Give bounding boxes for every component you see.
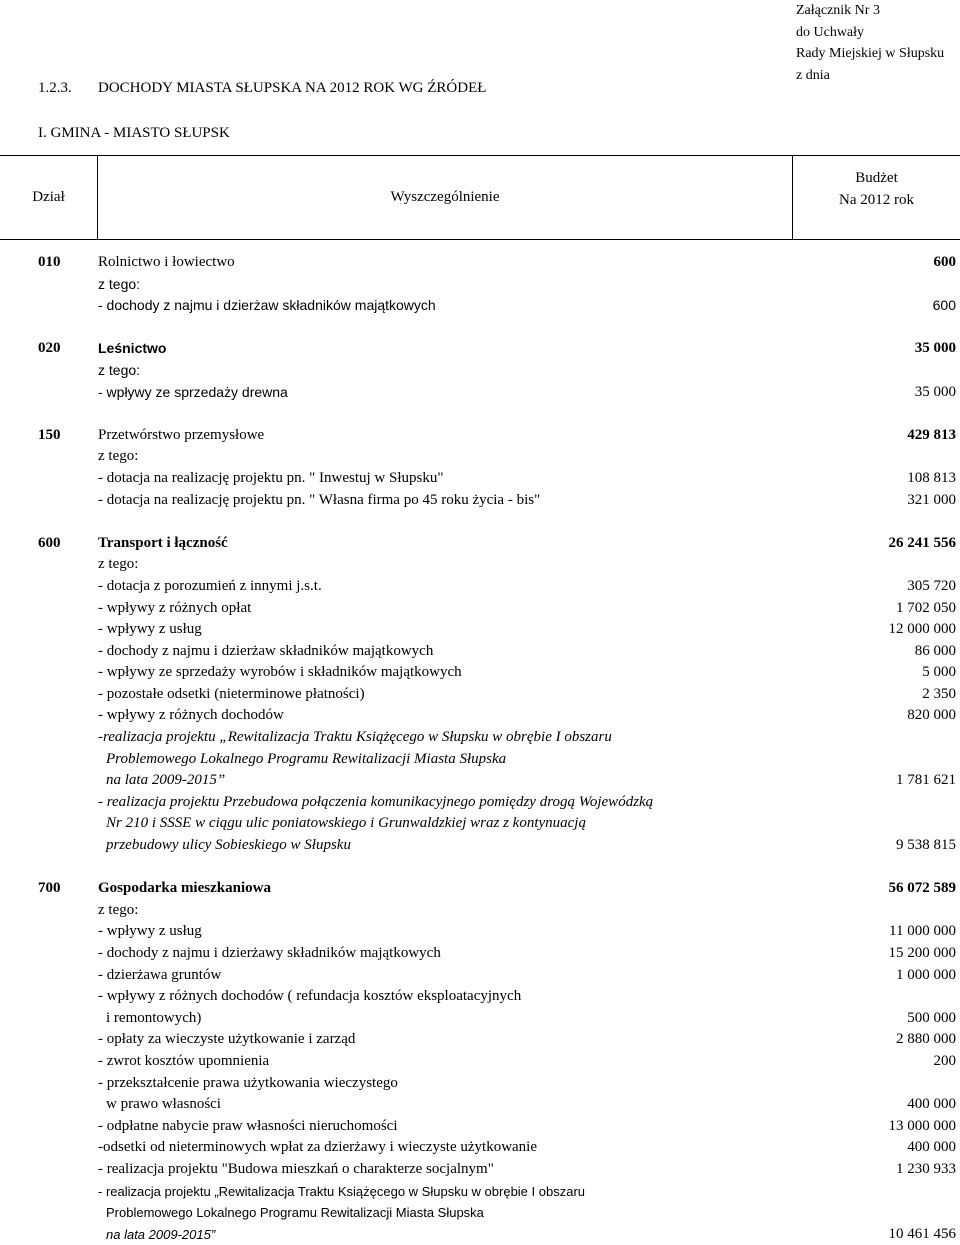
line-text: - wpływy z różnych dochodów	[98, 707, 284, 724]
line-amount: 13 000 000	[888, 1117, 956, 1134]
group-name: Przetwórstwo przemysłowe	[98, 426, 265, 443]
line-text: - wpływy z usług	[98, 621, 202, 638]
line-amount: 400 000	[907, 1096, 956, 1113]
line-text: - wpływy z różnych opłat	[98, 599, 252, 616]
line-amount: 1 702 050	[896, 599, 956, 616]
table-row	[0, 1137, 960, 1159]
line-text: na lata 2009-2015”	[106, 1226, 216, 1242]
group-name: Leśnictwo	[98, 340, 167, 357]
group-total: 600	[933, 254, 956, 270]
line-amount: 400 000	[907, 1139, 956, 1156]
line-amount: 2 350	[922, 685, 956, 702]
line-text: - dotacja z porozumień z innymi j.s.t.	[98, 577, 322, 594]
table-row	[0, 1094, 960, 1116]
line-text: - realizacja projektu „Rewitalizacja Traktu Książęcego w Słupsku w obrębie I obszaru	[98, 1183, 585, 1199]
line-amount: 2 880 000	[896, 1031, 956, 1048]
line-amount: 15 200 000	[888, 945, 956, 961]
line-text: z tego:	[98, 556, 139, 573]
group-total: 56 072 589	[888, 880, 956, 897]
table-row	[0, 641, 960, 663]
group-row	[0, 878, 960, 900]
group-name: Transport i łączność	[98, 534, 228, 551]
attachment-line: z dnia	[796, 67, 830, 83]
line-amount: 11 000 000	[889, 923, 956, 940]
line-text: - wpływy z usług	[98, 923, 202, 940]
table-row	[0, 382, 960, 404]
group-code: 020	[38, 340, 61, 357]
line-text: w prawo własności	[106, 1096, 221, 1113]
group-code: 700	[38, 880, 61, 897]
column-wyszczegolnienie: Wyszczególnienie	[390, 189, 500, 205]
column-budzet	[793, 167, 960, 211]
line-amount: 820 000	[907, 707, 956, 724]
table-row	[0, 468, 960, 490]
line-text: z tego:	[98, 361, 141, 378]
line-amount: 305 720	[907, 577, 956, 594]
line-amount: 12 000 000	[888, 621, 956, 638]
line-text: - odpłatne nabycie praw własności nieruchomości	[98, 1117, 398, 1134]
table-row	[0, 1181, 960, 1203]
line-text: przebudowy ulicy Sobieskiego w Słupsku	[106, 837, 351, 854]
table-row	[0, 662, 960, 684]
group-code: 600	[38, 534, 61, 551]
column-budzet-line1: Budżet	[855, 170, 898, 186]
line-text: - dotacja na realizację projektu pn. " Inwestuj w Słupsku"	[98, 469, 444, 486]
group-name: Rolnictwo i łowiectwo	[98, 254, 235, 270]
group-total: 26 241 556	[888, 534, 956, 551]
table-row	[0, 965, 960, 987]
column-header	[0, 155, 960, 240]
line-text: -realizacja projektu „Rewitalizacja Traktu Książęcego w Słupsku w obrębie I obszaru	[98, 729, 612, 746]
attachment-line: Rady Miejskiej w Słupsku	[796, 46, 945, 61]
table-row	[0, 1202, 960, 1224]
attachment-line: do Uchwały	[796, 24, 865, 40]
line-text: - dochody z najmu i dzierżaw składników majątkowych	[98, 642, 434, 659]
line-amount: 321 000	[907, 491, 956, 508]
line-amount: 108 813	[907, 469, 956, 486]
table-row	[0, 705, 960, 727]
line-text: z tego:	[98, 275, 141, 292]
table-row	[0, 835, 960, 857]
table-row	[0, 446, 960, 468]
table-row	[0, 1008, 960, 1030]
table-row	[0, 900, 960, 922]
column-budzet-line2: Na 2012 rok	[839, 192, 914, 208]
line-amount: 500 000	[907, 1009, 956, 1026]
line-amount: 35 000	[914, 383, 956, 400]
line-text: - wpływy z różnych dochodów ( refundacja kosztów eksploatacyjnych	[98, 988, 522, 1005]
table-row	[0, 554, 960, 576]
group-row	[0, 533, 960, 555]
group-total: 35 000	[914, 340, 956, 357]
table-row	[0, 1224, 960, 1245]
table-row	[0, 727, 960, 749]
line-amount: 1 230 933	[896, 1160, 956, 1177]
attachment-note	[796, 0, 956, 86]
line-text: - realizacja projektu Przebudowa połączenia komunikacyjnego pomiędzy drogą Wojewódzką	[98, 793, 654, 810]
line-text: na lata 2009-2015”	[106, 772, 226, 789]
line-text: Nr 210 i SSSE w ciągu ulic poniatowskiego i Grunwaldzkiej wraz z kontynuacją	[106, 815, 586, 832]
table-row	[0, 576, 960, 598]
group-row	[0, 425, 960, 447]
line-text: z tego:	[98, 448, 139, 465]
table-row	[0, 1116, 960, 1138]
group-code: 150	[38, 426, 61, 443]
group-name: Gospodarka mieszkaniowa	[98, 880, 271, 897]
line-amount: 86 000	[914, 642, 956, 659]
table-row	[0, 1029, 960, 1051]
income-table	[0, 252, 960, 1245]
table-row	[0, 619, 960, 641]
line-text: - opłaty za wieczyste użytkowanie i zarząd	[98, 1031, 356, 1048]
line-text: -odsetki od nieterminowych wpłat za dzierżawy i wieczyste użytkowanie	[98, 1139, 538, 1156]
title-number: 1.2.3.	[38, 80, 72, 96]
line-text: Problemowego Lokalnego Programu Rewitalizacji Miasta Słupska	[106, 1205, 484, 1221]
table-row	[0, 792, 960, 814]
line-amount: 10 461 456	[888, 1225, 956, 1242]
line-text: - dochody z najmu i dzierżaw składników majątkowych	[98, 297, 436, 314]
line-text: - dzierżawa gruntów	[98, 966, 222, 983]
table-row	[0, 490, 960, 512]
column-dzial: Dział	[32, 189, 65, 205]
attachment-line: Załącznik Nr 3	[796, 3, 880, 18]
title-text: DOCHODY MIASTA SŁUPSKA NA 2012 ROK WG ŹRÓDEŁ	[98, 80, 487, 96]
line-amount: 9 538 815	[896, 837, 956, 854]
line-amount: 600	[932, 297, 956, 314]
line-text: - wpływy ze sprzedaży drewna	[98, 383, 288, 400]
line-text: z tego:	[98, 901, 139, 918]
group-row	[0, 338, 960, 360]
line-text: - dotacja na realizację projektu pn. " Własna firma po 45 roku życia - bis"	[98, 491, 541, 508]
line-text: i remontowych)	[106, 1009, 202, 1026]
table-row	[0, 598, 960, 620]
line-text: - realizacja projektu "Budowa mieszkań o charakterze socjalnym"	[98, 1160, 494, 1177]
table-row	[0, 1159, 960, 1181]
group-row	[0, 252, 960, 274]
line-text: - przekształcenie prawa użytkowania wieczystego	[98, 1074, 398, 1091]
table-row	[0, 274, 960, 296]
table-row	[0, 295, 960, 317]
table-row	[0, 921, 960, 943]
line-text: - wpływy ze sprzedaży wyrobów i składników majątkowych	[98, 664, 462, 681]
table-row	[0, 360, 960, 382]
table-row	[0, 749, 960, 771]
table-row	[0, 1073, 960, 1095]
line-text: - pozostałe odsetki (nieterminowe płatności)	[98, 685, 365, 702]
line-amount: 1 781 621	[896, 772, 956, 789]
line-amount: 1 000 000	[896, 966, 956, 983]
line-text: Problemowego Lokalnego Programu Rewitalizacji Miasta Słupska	[106, 750, 507, 767]
table-row	[0, 770, 960, 792]
group-code: 010	[38, 254, 61, 270]
line-text: - zwrot kosztów upomnienia	[98, 1052, 270, 1069]
table-row	[0, 986, 960, 1008]
table-row	[0, 684, 960, 706]
document-title	[38, 80, 486, 97]
line-amount: 200	[933, 1052, 956, 1069]
line-amount: 5 000	[922, 664, 956, 681]
section-title: I. GMINA - MIASTO SŁUPSK	[38, 125, 230, 141]
line-text: - dochody z najmu i dzierżawy składników majątkowych	[98, 945, 441, 961]
table-row	[0, 943, 960, 965]
table-row	[0, 1051, 960, 1073]
group-total: 429 813	[907, 426, 956, 443]
table-row	[0, 813, 960, 835]
